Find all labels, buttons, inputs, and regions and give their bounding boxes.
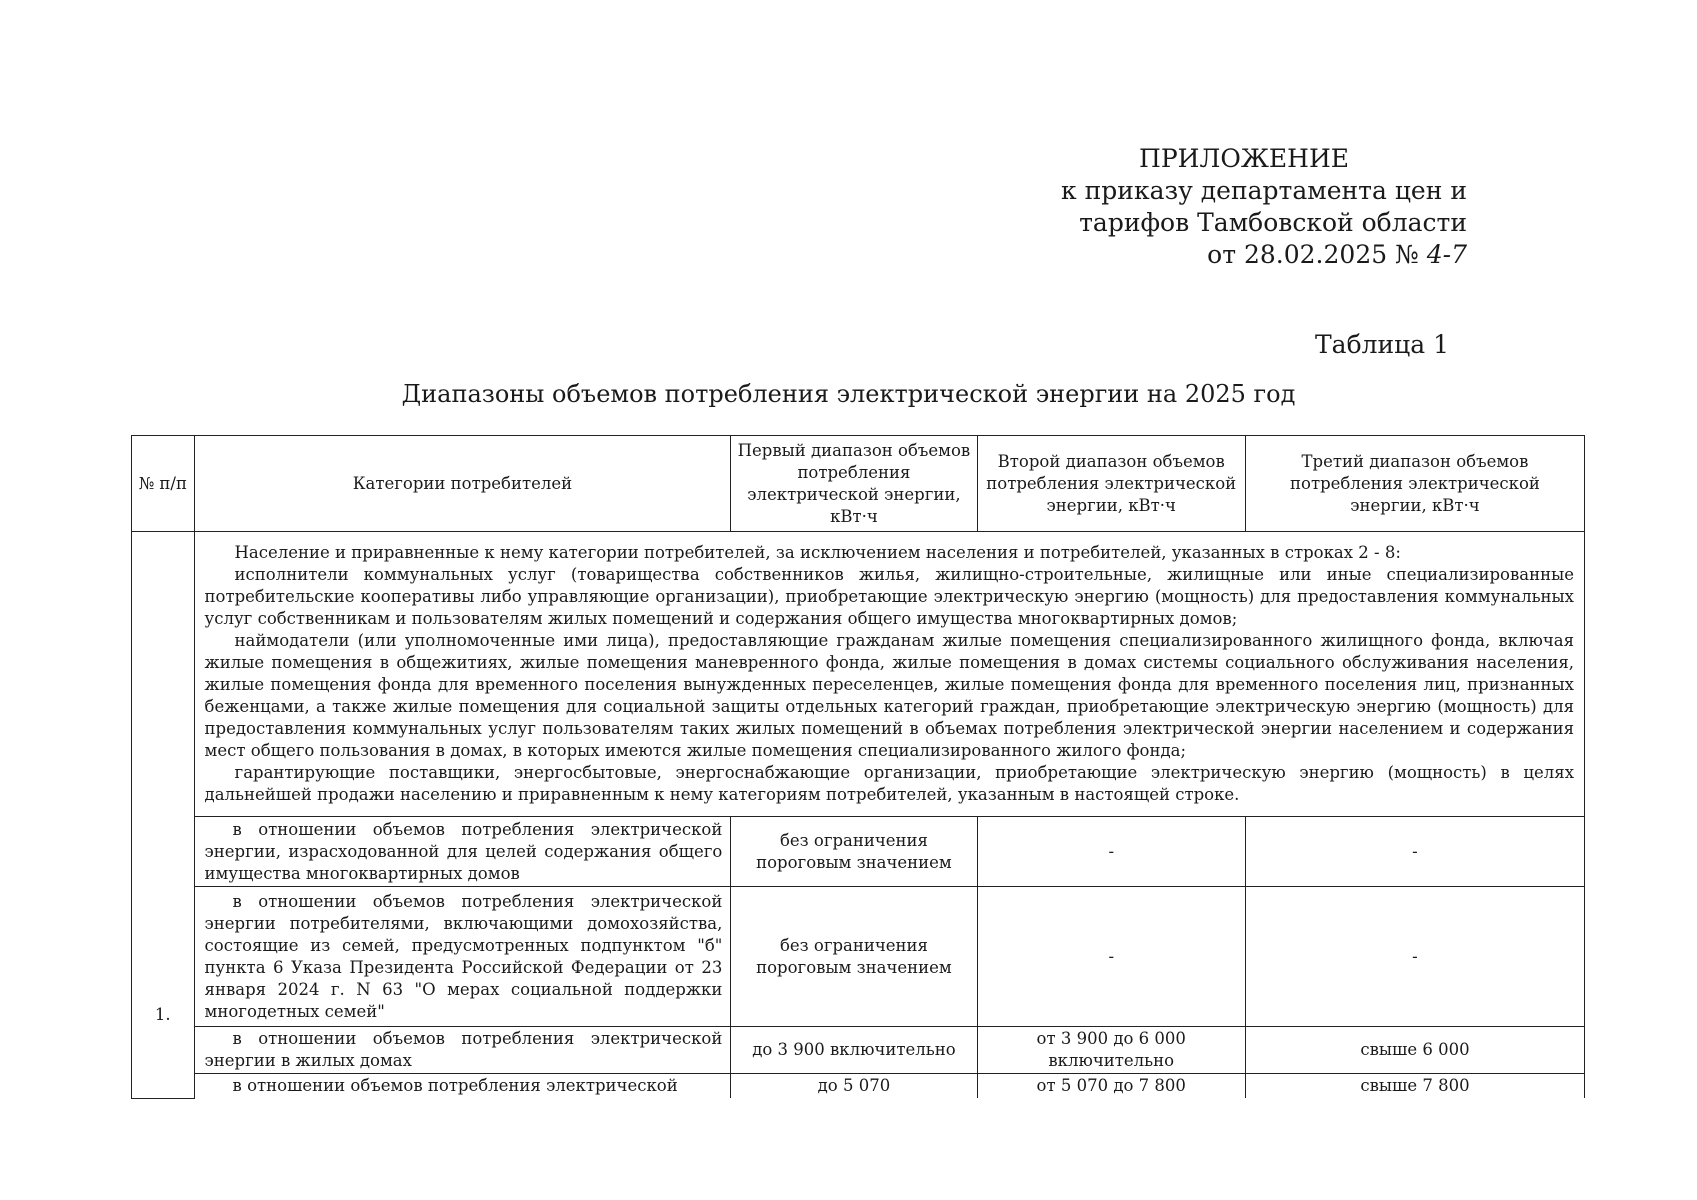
appendix-heading: ПРИЛОЖЕНИЕ (1139, 144, 1350, 173)
range-2-value: от 5 070 до 7 800 (977, 1074, 1245, 1099)
consumption-ranges-table (131, 435, 1585, 1099)
range-3-value: - (1245, 887, 1584, 1027)
sub-category: в отношении объемов потребления электрической (194, 1074, 731, 1099)
sub-category: в отношении объемов потребления электрической энергии, израсходованной для целей содержания общего имущества многоквартирных домов (194, 817, 731, 887)
table-title: Диапазоны объемов потребления электрической энергии на 2025 год (401, 380, 1296, 408)
table-row (132, 532, 1585, 817)
appendix-line-3 (1061, 239, 1467, 271)
header-category: Категории потребителей (194, 436, 731, 532)
header-range-1: Первый диапазон объемов потребления электрической энергии, кВт·ч (731, 436, 977, 532)
sub-category: в отношении объемов потребления электрической энергии потребителями, включающими домохозяйства, состоящие из семей, предусмотренных подпунктом "б" пункта 6 Указа Президента Российской Федерации от 23 января 2024 г. N 63 "О мерах социальной поддержки многодетных семей" (194, 887, 731, 1027)
range-1-value: до 3 900 включительно (731, 1027, 977, 1074)
header-number: № п/п (132, 436, 195, 532)
range-2-value: - (977, 817, 1245, 887)
table-header-row (132, 436, 1585, 532)
range-2-value: от 3 900 до 6 000 включительно (977, 1027, 1245, 1074)
table-row (132, 887, 1585, 1027)
range-1-value: без ограничения пороговым значением (731, 817, 977, 887)
table-row (132, 1027, 1585, 1074)
appendix-line-1: к приказу департамента цен и (1061, 176, 1467, 205)
range-1-value: до 5 070 (731, 1074, 977, 1099)
header-range-3: Третий диапазон объемов потребления электрической энергии, кВт·ч (1245, 436, 1584, 532)
appendix-block (1061, 143, 1467, 271)
order-date: от 28.02.2025 № (1207, 240, 1419, 269)
table-row (132, 817, 1585, 887)
range-3-value: свыше 6 000 (1245, 1027, 1584, 1074)
intro-paragraph: гарантирующие поставщики, энергосбытовые, энергоснабжающие организации, приобретающие электрическую энергию (мощность) в целях дальнейшей продажи населению и приравненным к нему категориям потребителей, указанным в настоящей строке. (204, 763, 1574, 804)
header-range-2: Второй диапазон объемов потребления электрической энергии, кВт·ч (977, 436, 1245, 532)
table-label: Таблица 1 (1314, 330, 1449, 359)
sub-category: в отношении объемов потребления электрической энергии в жилых домах (194, 1027, 731, 1074)
range-1-value: без ограничения пороговым значением (731, 887, 977, 1027)
range-3-value: - (1245, 817, 1584, 887)
table-row (132, 1074, 1585, 1099)
range-2-value: - (977, 887, 1245, 1027)
intro-paragraph: Население и приравненные к нему категории потребителей, за исключением населения и потребителей, указанных в строках 2 - 8: (234, 543, 1401, 562)
range-3-value: свыше 7 800 (1245, 1074, 1584, 1099)
intro-paragraph: исполнители коммунальных услуг (товарищества собственников жилья, жилищно-строительные, жилищные или иные специализированные потребительские кооперативы либо управляющие организации), приобретающие электрическую энергию (мощность) для предоставления коммунальных услуг собственникам и пользователям жилых помещений и содержания общего имущества многоквартирных домов; (204, 565, 1574, 628)
appendix-line-2: тарифов Тамбовской области (1079, 208, 1467, 237)
intro-paragraph: наймодатели (или уполномоченные ими лица), предоставляющие гражданам жилые помещения специализированного жилищного фонда, включая жилые помещения в общежитиях, жилые помещения маневренного фонда, жилые помещения в домах системы социального обслуживания населения, жилые помещения фонда для временного поселения вынужденных переселенцев, жилые помещения фонда для временного поселения лиц, признанных беженцами, а также жилые помещения для социальной защиты отдельных категорий граждан, приобретающие электрическую энергию (мощность) для предоставления коммунальных услуг пользователям таких жилых помещений в объемах потребления электрической энергии населением и содержания мест общего пользования в домах, в которых имеются жилые помещения специализированного жилого фонда; (204, 631, 1574, 760)
row-intro (194, 532, 1584, 817)
row-number: 1. (132, 532, 195, 1099)
order-number: 4-7 (1426, 240, 1467, 269)
